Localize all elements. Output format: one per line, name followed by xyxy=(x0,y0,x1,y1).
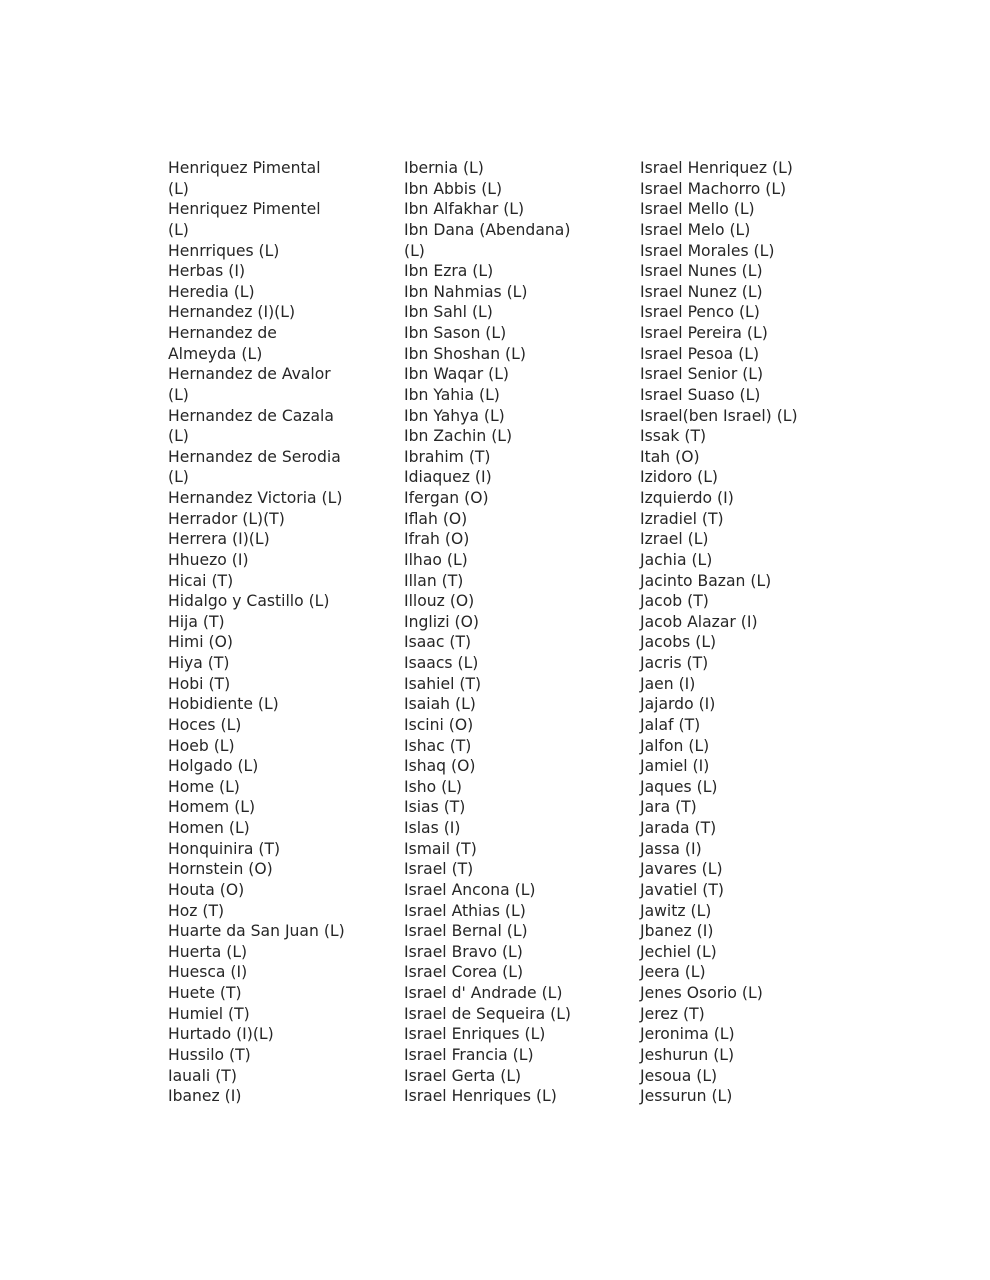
surname-entry: Israel Bravo (L) xyxy=(404,942,523,961)
surname-entry: Jalfon (L) xyxy=(640,736,710,755)
surname-entry: Jeronima (L) xyxy=(640,1025,735,1044)
surname-entry: (L) xyxy=(168,179,189,198)
surname-entry: Isho (L) xyxy=(404,777,462,796)
surname-entry: Herbas (I) xyxy=(168,262,246,281)
surname-entry: Ilhao (L) xyxy=(404,550,468,569)
surname-entry: Jalaf (T) xyxy=(640,715,701,734)
surname-entry: (L) xyxy=(404,241,425,260)
surname-entry: Israel Enriques (L) xyxy=(404,1025,546,1044)
surname-entry: Ismail (T) xyxy=(404,839,477,858)
surname-entry: Jenes Osorio (L) xyxy=(640,984,763,1002)
surname-entry: Israel d' Andrade (L) xyxy=(404,984,563,1002)
surname-entry: Idiaquez (I) xyxy=(404,468,492,487)
surname-column-1 xyxy=(168,158,368,1107)
surname-entry: Iscini (O) xyxy=(404,715,474,734)
surname-entry: Hernandez de Serodia xyxy=(168,447,341,466)
surname-entry: Islas (I) xyxy=(404,819,461,837)
surname-entry: Hoeb (L) xyxy=(168,736,235,755)
surname-entry: Humiel (T) xyxy=(168,1004,250,1023)
surname-entry: Hurtado (I)(L) xyxy=(168,1025,274,1044)
surname-entry: Izquierdo (I) xyxy=(640,489,734,507)
surname-entry: Israel Athias (L) xyxy=(404,901,526,920)
surname-entry: Ibn Waqar (L) xyxy=(404,365,509,384)
surname-entry: Homen (L) xyxy=(168,819,250,837)
surname-entry: Hoz (T) xyxy=(168,901,225,920)
surname-entry: Jajardo (I) xyxy=(640,695,716,714)
surname-entry: Ifrah (O) xyxy=(404,530,470,549)
surname-entry: Jacinto Bazan (L) xyxy=(640,571,772,590)
surname-entry: Israel Henriquez (L) xyxy=(640,159,793,177)
surname-entry: Ishaq (O) xyxy=(404,757,476,776)
surname-entry: Illouz (O) xyxy=(404,592,475,611)
surname-entry: Hoces (L) xyxy=(168,715,242,734)
surname-entry: Jawitz (L) xyxy=(640,901,712,920)
surname-entry: Hicai (T) xyxy=(168,571,234,590)
surname-entry: Ibn Abbis (L) xyxy=(404,179,503,198)
surname-entry: Israel Senior (L) xyxy=(640,365,764,384)
surname-entry: Javatiel (T) xyxy=(640,880,724,899)
surname-entry: Illan (T) xyxy=(404,571,464,590)
surname-entry: Jacob Alazar (I) xyxy=(640,612,758,631)
surname-entry: Ibrahim (T) xyxy=(404,447,491,466)
surname-entry: Israel Suaso (L) xyxy=(640,385,761,404)
surname-entry: Jara (T) xyxy=(640,798,697,817)
surname-entry: Hobi (T) xyxy=(168,674,231,693)
surname-entry: Jaen (I) xyxy=(640,674,696,693)
surname-entry: Hiya (T) xyxy=(168,654,230,672)
surname-entry: Israel Mello (L) xyxy=(640,200,755,219)
surname-entry: Hornstein (O) xyxy=(168,860,273,879)
surname-entry: Jesoua (L) xyxy=(640,1066,718,1085)
surname-entry: Honquinira (T) xyxy=(168,839,281,858)
surname-entry: Huarte da San Juan (L) xyxy=(168,922,345,941)
surname-entry: Jechiel (L) xyxy=(640,942,717,961)
surname-entry: Isaac (T) xyxy=(404,633,472,652)
surname-entry: (L) xyxy=(168,385,189,404)
surname-entry: Isias (T) xyxy=(404,798,466,817)
surname-entry: (L) xyxy=(168,220,189,239)
surname-entry: Ibernia (L) xyxy=(404,159,484,177)
surname-entry: Henrriques (L) xyxy=(168,241,280,260)
surname-entry: Jacobs (L) xyxy=(640,633,717,652)
surname-entry: Itah (O) xyxy=(640,447,700,466)
surname-entry: Ibn Nahmias (L) xyxy=(404,282,528,301)
surname-entry: (L) xyxy=(168,427,189,446)
surname-entry: Hhuezo (I) xyxy=(168,550,249,569)
surname-entry: Iflah (O) xyxy=(404,509,468,528)
surname-entry: Jarada (T) xyxy=(640,819,717,837)
surname-column-2 xyxy=(404,158,624,1107)
surname-entry: Ibn Yahia (L) xyxy=(404,385,500,404)
surname-entry: Henriquez Pimentel xyxy=(168,200,321,219)
surname-entry: Ibn Shoshan (L) xyxy=(404,344,526,363)
surname-entry: Ibn Alfakhar (L) xyxy=(404,200,525,219)
surname-entry: Izidoro (L) xyxy=(640,468,718,487)
surname-entry: Ibn Ezra (L) xyxy=(404,262,494,281)
surname-entry: Ibn Sason (L) xyxy=(404,324,507,342)
surname-column-3 xyxy=(640,158,900,1107)
surname-entry: Herrera (I)(L) xyxy=(168,530,270,549)
surname-entry: (L) xyxy=(168,468,189,487)
surname-entry: Jamiel (I) xyxy=(640,757,710,776)
surname-entry: Jacris (T) xyxy=(640,654,709,672)
surname-entry: Huesca (I) xyxy=(168,963,248,982)
surname-entry: Izrael (L) xyxy=(640,530,709,549)
surname-entry: Homem (L) xyxy=(168,798,256,817)
surname-entry: Jeera (L) xyxy=(640,963,706,982)
surname-entry: Hernandez de Avalor xyxy=(168,365,331,384)
surname-entry: Huerta (L) xyxy=(168,942,248,961)
surname-entry: Hija (T) xyxy=(168,612,225,631)
surname-entry: Javares (L) xyxy=(640,860,723,879)
surname-entry: Himi (O) xyxy=(168,633,233,652)
surname-entry: Israel Nunez (L) xyxy=(640,282,763,301)
surname-entry: Isaiah (L) xyxy=(404,695,476,714)
surname-entry: Hernandez de Cazala xyxy=(168,406,334,425)
surname-entry: Israel Bernal (L) xyxy=(404,922,528,941)
surname-entry: Ifergan (O) xyxy=(404,489,489,507)
surname-entry: Heredia (L) xyxy=(168,282,255,301)
surname-entry: Holgado (L) xyxy=(168,757,259,776)
surname-entry: Isaacs (L) xyxy=(404,654,479,672)
surname-entry: Izradiel (T) xyxy=(640,509,724,528)
surname-entry: Hussilo (T) xyxy=(168,1045,251,1064)
surname-entry: Jacob (T) xyxy=(640,592,709,611)
surname-entry: Jassa (I) xyxy=(640,839,702,858)
surname-entry: Israel Pereira (L) xyxy=(640,324,768,342)
surname-entry: Ishac (T) xyxy=(404,736,472,755)
surname-entry: Hobidiente (L) xyxy=(168,695,279,714)
surname-entry: Israel Penco (L) xyxy=(640,303,760,322)
surname-entry: Henriquez Pimental xyxy=(168,159,321,177)
surname-entry: Almeyda (L) xyxy=(168,344,263,363)
surname-entry: Jessurun (L) xyxy=(640,1087,733,1106)
surname-entry: Ibanez (I) xyxy=(168,1087,242,1106)
surname-entry: Jachia (L) xyxy=(640,550,713,569)
surname-entry: Jaques (L) xyxy=(640,777,718,796)
surname-entry: Isahiel (T) xyxy=(404,674,482,693)
surname-entry: Israel Machorro (L) xyxy=(640,179,787,198)
surname-entry: Hernandez de xyxy=(168,324,277,342)
surname-entry: Hernandez Victoria (L) xyxy=(168,489,343,507)
surname-entry: Inglizi (O) xyxy=(404,612,479,631)
surname-entry: Israel Corea (L) xyxy=(404,963,524,982)
surname-entry: Israel Pesoa (L) xyxy=(640,344,760,363)
surname-entry: Jeshurun (L) xyxy=(640,1045,735,1064)
surname-entry: Israel Henriques (L) xyxy=(404,1087,557,1106)
surname-entry: Houta (O) xyxy=(168,880,245,899)
surname-entry: Israel Nunes (L) xyxy=(640,262,763,281)
surname-entry: Israel de Sequeira (L) xyxy=(404,1004,572,1023)
surname-entry: Home (L) xyxy=(168,777,240,796)
surname-entry: Ibn Yahya (L) xyxy=(404,406,505,425)
surname-entry: Huete (T) xyxy=(168,984,242,1002)
surname-entry: Israel Gerta (L) xyxy=(404,1066,522,1085)
surname-entry: Israel (T) xyxy=(404,860,474,879)
surname-entry: Jbanez (I) xyxy=(640,922,714,941)
surname-entry: Israel(ben Israel) (L) xyxy=(640,406,798,425)
surname-entry: Ibn Sahl (L) xyxy=(404,303,493,322)
surname-entry: Israel Morales (L) xyxy=(640,241,775,260)
surname-entry: Issak (T) xyxy=(640,427,707,446)
surname-entry: Herrador (L)(T) xyxy=(168,509,285,528)
surname-entry: Iauali (T) xyxy=(168,1066,237,1085)
surname-entry: Ibn Dana (Abendana) xyxy=(404,220,571,239)
surname-entry: Jerez (T) xyxy=(640,1004,705,1023)
surname-entry: Israel Francia (L) xyxy=(404,1045,534,1064)
surname-entry: Hidalgo y Castillo (L) xyxy=(168,592,330,611)
surname-entry: Israel Melo (L) xyxy=(640,220,751,239)
surname-entry: Hernandez (I)(L) xyxy=(168,303,296,322)
surname-entry: Ibn Zachin (L) xyxy=(404,427,513,446)
surname-entry: Israel Ancona (L) xyxy=(404,880,536,899)
